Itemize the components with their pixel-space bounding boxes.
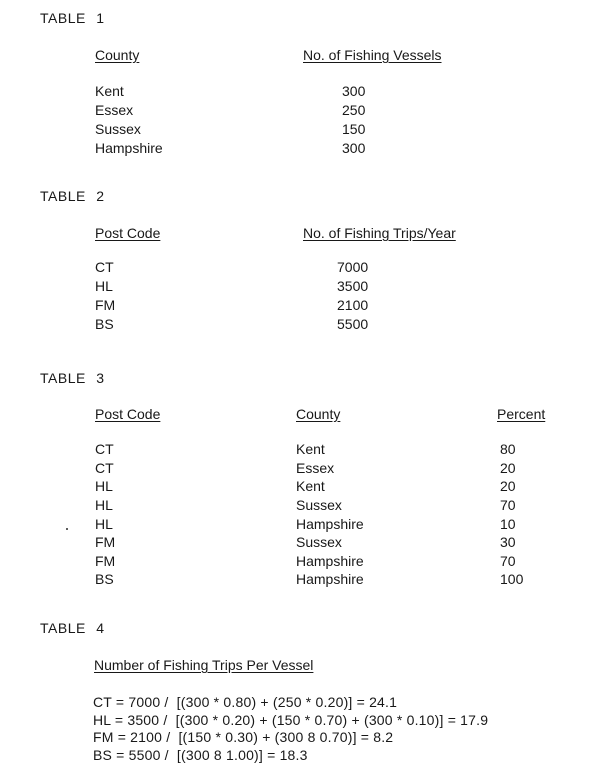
- percent-cell: 10: [500, 516, 516, 532]
- formula-line-ct: CT = 7000 / [(300 * 0.80) + (250 * 0.20)] = 24.1: [93, 694, 398, 710]
- postcode-cell: HL: [95, 278, 113, 294]
- postcode-cell: BS: [95, 571, 114, 587]
- table1-header-county: County: [95, 47, 140, 63]
- percent-cell: 20: [500, 460, 516, 476]
- postcode-cell: CT: [95, 259, 114, 275]
- table3-header-county: County: [296, 406, 341, 422]
- postcode-cell: CT: [95, 441, 114, 457]
- county-cell: Hampshire: [95, 140, 163, 156]
- postcode-cell: FM: [95, 297, 116, 313]
- county-cell: Kent: [296, 441, 325, 457]
- table4-heading: Number of Fishing Trips Per Vessel: [94, 657, 314, 673]
- county-cell: Essex: [296, 460, 335, 476]
- county-cell: Hampshire: [296, 516, 364, 532]
- vessels-cell: 300: [342, 83, 366, 99]
- percent-cell: 70: [500, 497, 516, 513]
- county-cell: Sussex: [95, 121, 141, 137]
- trips-cell: 7000: [337, 259, 369, 275]
- vessels-cell: 250: [342, 102, 366, 118]
- formula-line-hl: HL = 3500 / [(300 * 0.20) + (150 * 0.70) + (300 * 0.10)] = 17.9: [93, 712, 489, 728]
- county-cell: Hampshire: [296, 571, 364, 587]
- formula-line-bs: BS = 5500 / [(300 8 1.00)] = 18.3: [93, 747, 308, 763]
- postcode-cell: HL: [95, 516, 113, 532]
- trips-cell: 5500: [337, 316, 369, 332]
- formula-line-fm: FM = 2100 / [(150 * 0.30) + (300 8 0.70)] = 8.2: [93, 729, 394, 745]
- table3-header-percent: Percent: [497, 406, 546, 422]
- table2-title: TABLE 2: [40, 188, 105, 204]
- county-cell: Hampshire: [296, 553, 364, 569]
- county-cell: Kent: [95, 83, 124, 99]
- table2-header-trips: No. of Fishing Trips/Year: [303, 225, 456, 241]
- county-cell: Sussex: [296, 497, 342, 513]
- trips-cell: 3500: [337, 278, 369, 294]
- vessels-cell: 300: [342, 140, 366, 156]
- county-cell: Sussex: [296, 534, 342, 550]
- trips-cell: 2100: [337, 297, 369, 313]
- vessels-cell: 150: [342, 121, 366, 137]
- percent-cell: 70: [500, 553, 516, 569]
- percent-cell: 80: [500, 441, 516, 457]
- postcode-cell: FM: [95, 534, 116, 550]
- county-cell: Kent: [296, 478, 325, 494]
- table2-header-postcode: Post Code: [95, 225, 161, 241]
- table4-title: TABLE 4: [40, 620, 105, 636]
- postcode-cell: BS: [95, 316, 114, 332]
- percent-cell: 100: [500, 571, 524, 587]
- postcode-cell: HL: [95, 478, 113, 494]
- table3-header-postcode: Post Code: [95, 406, 161, 422]
- postcode-cell: HL: [95, 497, 113, 513]
- percent-cell: 30: [500, 534, 516, 550]
- scan-artifact-dot: [66, 528, 68, 530]
- table1-header-vessels: No. of Fishing Vessels: [303, 47, 442, 63]
- table3-title: TABLE 3: [40, 370, 105, 386]
- postcode-cell: FM: [95, 553, 116, 569]
- table1-title: TABLE 1: [40, 10, 105, 26]
- county-cell: Essex: [95, 102, 134, 118]
- postcode-cell: CT: [95, 460, 114, 476]
- percent-cell: 20: [500, 478, 516, 494]
